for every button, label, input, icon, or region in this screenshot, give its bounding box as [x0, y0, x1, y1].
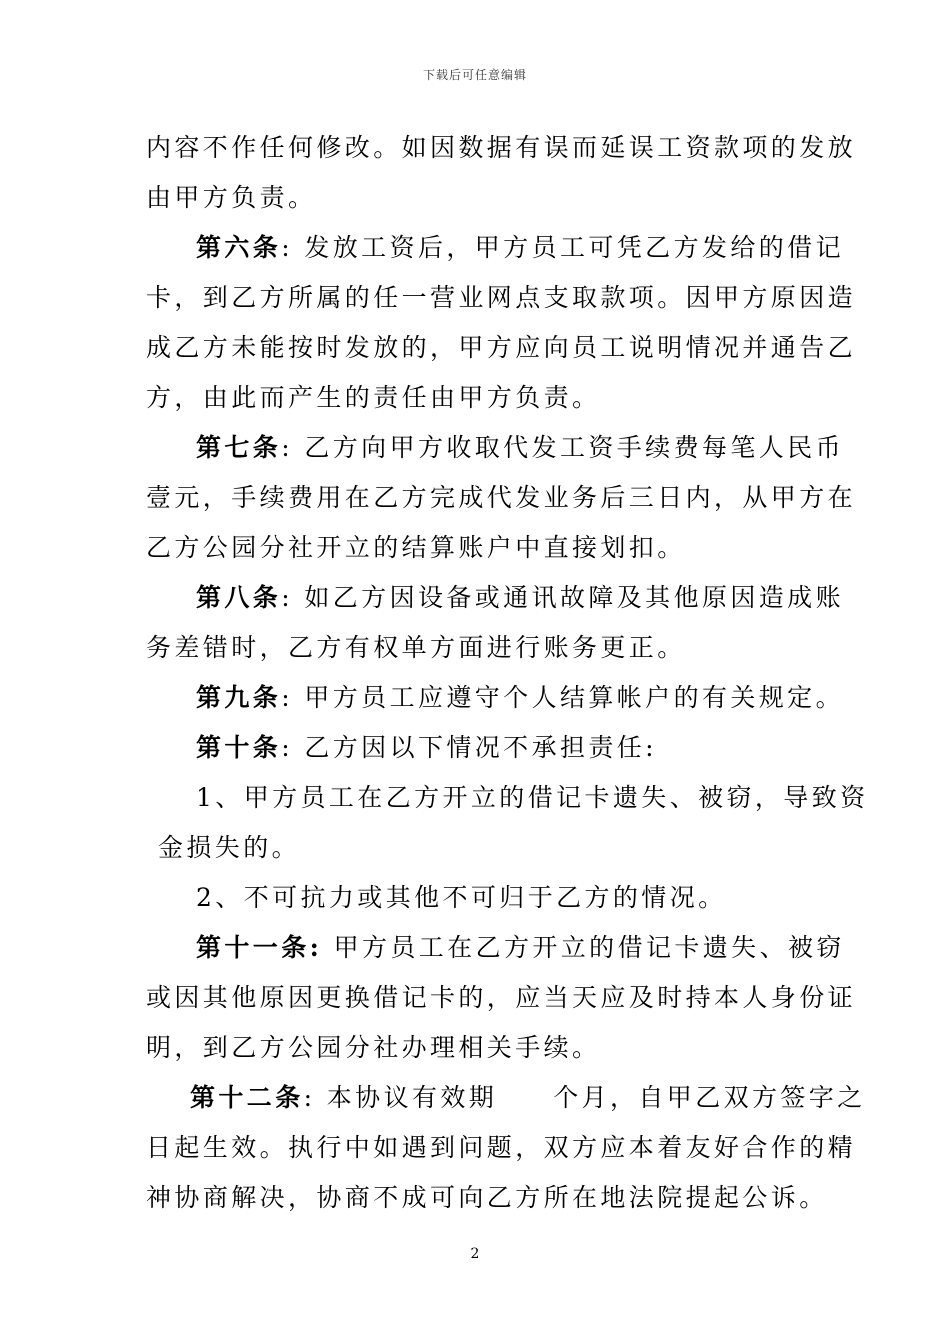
article-11-text: 甲方员工在乙方开立的借记卡遗失、被窃 [322, 933, 845, 962]
list-item-1-continued: 金损失的。 [158, 833, 301, 862]
body-line: 务差错时，乙方有权单方面进行账务更正。 [146, 633, 686, 662]
article-8-text: : 如乙方因设备或通讯故障及其他原因造成账 [281, 583, 844, 612]
article-11-line [196, 933, 845, 963]
article-8-label: 第八条 [196, 583, 282, 612]
body-line: 方，由此而产生的责任由甲方负责。 [146, 383, 601, 412]
body-line: 内容不作任何修改。如因数据有误而延误工资款项的发放 [146, 133, 857, 162]
article-12-text-b: 个月，自甲乙双方签字之 [553, 1083, 866, 1112]
body-line: 神协商解决，协商不成可向乙方所在地法院提起公诉。 [146, 1183, 828, 1212]
article-10-label: 第十条 [196, 733, 282, 762]
article-7-label: 第七条 [196, 433, 282, 462]
body-line: 明，到乙方公园分社办理相关手续。 [146, 1033, 601, 1062]
body-line: 或因其他原因更换借记卡的，应当天应及时持本人身份证 [146, 983, 857, 1012]
body-line: 成乙方未能按时发放的，甲方应向员工说明情况并通告乙 [146, 333, 857, 362]
article-10-text: : 乙方因以下情况不承担责任: [281, 733, 657, 762]
article-9-text: : 甲方员工应遵守个人结算帐户的有关规定。 [281, 683, 844, 712]
article-7-line [196, 433, 844, 463]
article-7-text: : 乙方向甲方收取代发工资手续费每笔人民币 [281, 433, 844, 462]
article-10-line [196, 733, 657, 763]
article-9-label: 第九条 [196, 683, 282, 712]
article-6-text: : 发放工资后，甲方员工可凭乙方发给的借记 [281, 233, 844, 262]
body-line: 卡，到乙方所属的任一营业网点支取款项。因甲方原因造 [146, 283, 857, 312]
article-12-line [190, 1083, 866, 1113]
article-12-label: 第十二条 [190, 1083, 304, 1112]
body-line: 壹元，手续费用在乙方完成代发业务后三日内，从甲方在 [146, 483, 857, 512]
body-line: 由甲方负责。 [146, 183, 317, 212]
article-6-label: 第六条 [196, 233, 282, 262]
article-11-label: 第十一条: [196, 933, 323, 962]
page-header: 下载后可任意编辑 [422, 68, 527, 82]
list-item-1: 1、甲方员工在乙方开立的借记卡遗失、被窃，导致资 [196, 783, 869, 812]
body-line: 日起生效。执行中如遇到问题，双方应本着友好合作的精 [146, 1133, 857, 1162]
list-item-2: 2、不可抗力或其他不可归于乙方的情况。 [196, 883, 727, 912]
article-9-line [196, 683, 844, 713]
article-6-line [196, 233, 844, 263]
body-line: 乙方公园分社开立的结算账户中直接划扣。 [146, 533, 686, 562]
article-8-line [196, 583, 844, 613]
article-12-text-a: : 本协议有效期 [303, 1083, 498, 1112]
page-number: 2 [470, 1246, 480, 1262]
